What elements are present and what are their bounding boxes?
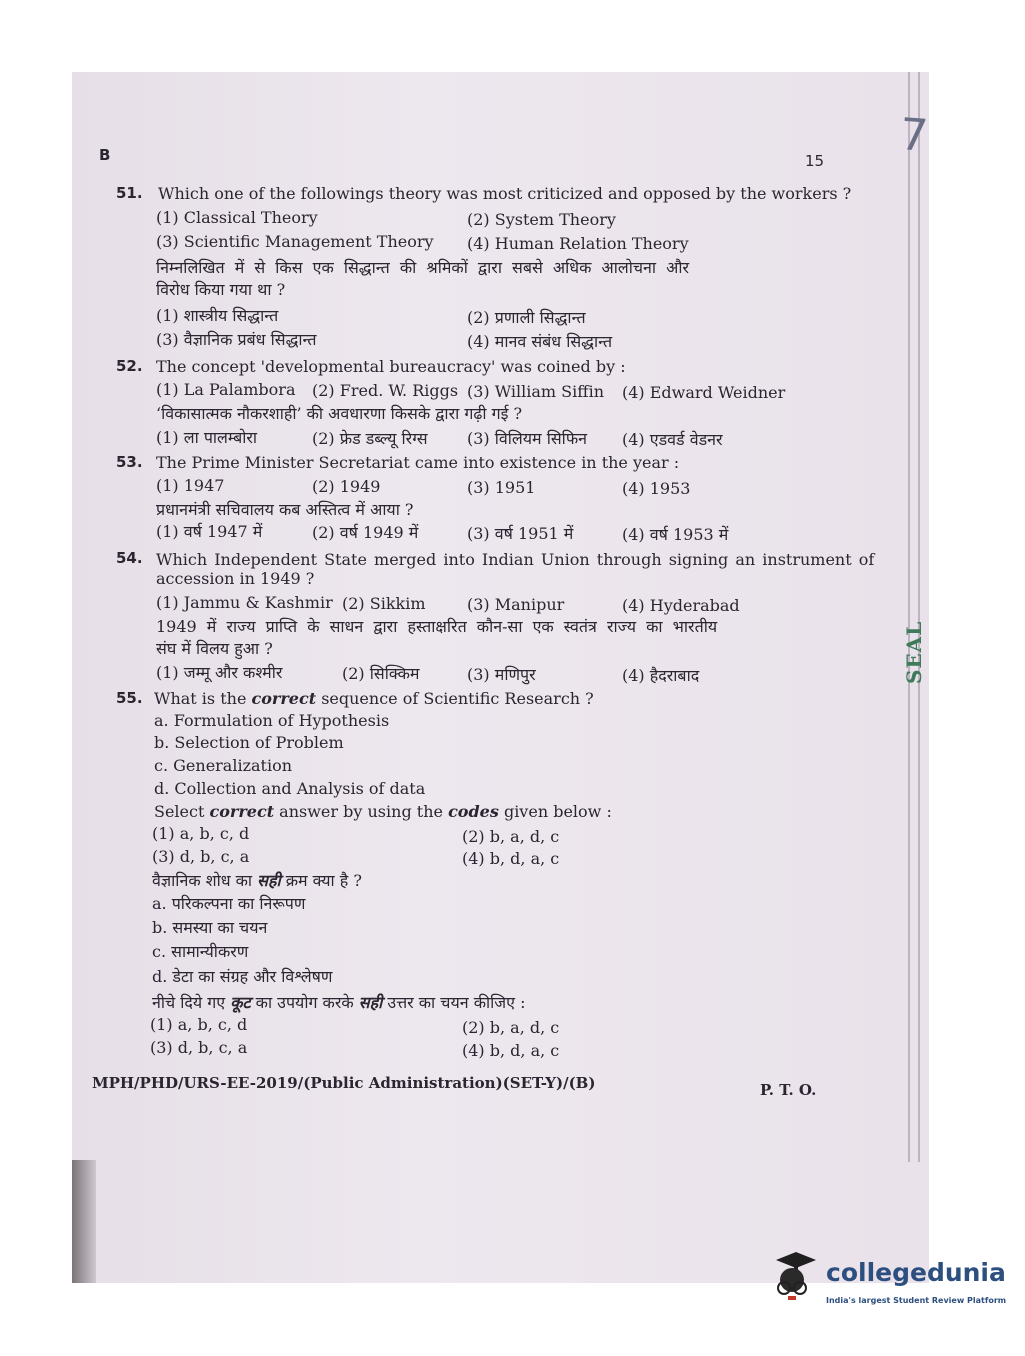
option: (4) 1953 xyxy=(622,479,691,498)
option: (3) मणिपुर xyxy=(467,665,536,684)
question-number: 51. xyxy=(116,184,143,202)
option: (1) Jammu & Kashmir xyxy=(156,593,333,612)
emphasis: सही xyxy=(257,871,281,890)
question-text-en: accession in 1949 ? xyxy=(156,569,315,588)
question-text-en: The Prime Minister Secretariat came into existence in the year : xyxy=(156,453,680,472)
option: (1) 1947 xyxy=(156,476,225,495)
option: (4) एडवर्ड वेडनर xyxy=(622,430,723,449)
instruction-text xyxy=(152,993,525,1013)
paper-code: MPH/PHD/URS-EE-2019/(Public Administration)(SET-Y)/(B) xyxy=(92,1074,596,1092)
question-text-hi: निम्नलिखित में से किस एक सिद्धान्त की श्रमिकों द्वारा सबसे अधिक आलोचना और xyxy=(156,258,690,277)
option: (1) वर्ष 1947 में xyxy=(156,522,263,541)
option: (1) Classical Theory xyxy=(156,208,318,227)
emphasis: कूट xyxy=(230,993,251,1012)
question-text-en: The concept 'developmental bureaucracy' was coined by : xyxy=(156,357,626,376)
option: (1) शास्त्रीय सिद्धान्त xyxy=(156,306,279,325)
question-text-hi: विरोध किया गया था ? xyxy=(156,280,286,299)
option: (2) System Theory xyxy=(467,210,616,229)
page-number: 15 xyxy=(805,152,825,170)
option: (1) जम्मू और कश्मीर xyxy=(156,663,283,682)
emphasis: correct xyxy=(251,689,317,708)
question-text-hi: 1949 में राज्य प्राप्ति के साधन द्वारा हस्ताक्षरित कौन-सा एक स्वतंत्र राज्य का भारतीय xyxy=(156,617,718,636)
question-text-hi: संघ में विलय हुआ ? xyxy=(156,639,273,658)
instruction-text xyxy=(154,802,612,822)
text-part: का उपयोग करके xyxy=(250,993,359,1012)
option: (3) Scientific Management Theory xyxy=(156,232,434,251)
text-part: sequence of Scientific Research ? xyxy=(316,689,594,708)
emphasis: correct xyxy=(209,802,275,821)
text-part: given below : xyxy=(498,802,612,821)
option: (3) Manipur xyxy=(467,595,565,614)
option: (2) 1949 xyxy=(312,477,381,496)
scan-shadow xyxy=(72,1160,96,1283)
option: (3) वैज्ञानिक प्रबंध सिद्धान्त xyxy=(156,330,317,349)
question-number: 54. xyxy=(116,549,143,567)
option: (4) Hyderabad xyxy=(622,596,740,615)
question-number: 53. xyxy=(116,453,143,471)
handwritten-mark: 7 xyxy=(898,109,930,162)
emphasis: सही xyxy=(358,993,383,1012)
option: (1) a, b, c, d xyxy=(152,824,250,843)
seal-stamp: SEAL xyxy=(902,620,926,684)
option: (1) ला पालम्बोरा xyxy=(156,428,258,447)
question-text-en: Which one of the followings theory was most criticized and opposed by the workers ? xyxy=(158,184,852,203)
option: (3) वर्ष 1951 में xyxy=(467,524,574,543)
option: (2) प्रणाली सिद्धान्त xyxy=(467,308,586,327)
option: (3) 1951 xyxy=(467,478,536,497)
option: (4) b, d, a, c xyxy=(462,849,560,868)
question-text-en: Which Independent State merged into Indian Union through signing an instrument of xyxy=(156,550,875,569)
option: (2) Fred. W. Riggs xyxy=(312,381,459,400)
option: (2) फ्रेड डब्ल्यू रिग्स xyxy=(312,429,428,448)
list-item: a. Formulation of Hypothesis xyxy=(154,711,390,730)
question-text-hi xyxy=(152,871,362,891)
brand-name: collegedunia xyxy=(826,1258,1006,1287)
text-part: Select xyxy=(154,802,210,821)
question-number: 52. xyxy=(116,357,143,375)
option: (3) विलियम सिफिन xyxy=(467,429,588,448)
option: (3) d, b, c, a xyxy=(150,1038,248,1057)
option: (2) b, a, d, c xyxy=(462,827,560,846)
option: (1) a, b, c, d xyxy=(150,1015,248,1034)
pto-label: P. T. O. xyxy=(760,1081,817,1099)
question-number: 55. xyxy=(116,689,143,707)
brand-tagline: India's largest Student Review Platform xyxy=(826,1296,1007,1305)
option: (3) d, b, c, a xyxy=(152,847,250,866)
option: (1) La Palambora xyxy=(156,380,296,399)
option: (2) Sikkim xyxy=(342,594,426,613)
option: (4) Human Relation Theory xyxy=(467,234,689,253)
list-item: b. समस्या का चयन xyxy=(152,918,268,937)
text-part: नीचे दिये गए xyxy=(152,993,231,1012)
option: (4) वर्ष 1953 में xyxy=(622,525,729,544)
list-item: c. Generalization xyxy=(154,756,293,775)
option: (3) William Siffin xyxy=(467,382,605,401)
text-part: वैज्ञानिक शोध का xyxy=(152,871,258,890)
emphasis: codes xyxy=(448,802,499,821)
option: (4) b, d, a, c xyxy=(462,1041,560,1060)
text-part: What is the xyxy=(154,689,252,708)
question-text-hi: प्रधानमंत्री सचिवालय कब अस्तित्व में आया ? xyxy=(156,500,414,519)
list-item: a. परिकल्पना का निरूपण xyxy=(152,894,306,913)
question-text-hi: ‘विकासात्मक नौकरशाही’ की अवधारणा किसके द्वारा गढ़ी गई ? xyxy=(156,404,523,423)
question-text-en xyxy=(154,689,594,709)
text-part: क्रम क्या है ? xyxy=(280,871,362,890)
list-item: c. सामान्यीकरण xyxy=(152,942,249,961)
text-part: answer by using the xyxy=(274,802,449,821)
list-item: b. Selection of Problem xyxy=(154,733,344,752)
list-item: d. Collection and Analysis of data xyxy=(154,779,426,798)
list-item: d. डेटा का संग्रह और विश्लेषण xyxy=(152,967,333,986)
option: (4) हैदराबाद xyxy=(622,666,700,685)
option: (4) मानव संबंध सिद्धान्त xyxy=(467,332,613,351)
option: (4) Edward Weidner xyxy=(622,383,786,402)
text-part: उत्तर का चयन कीजिए : xyxy=(382,993,526,1012)
option: (2) सिक्किम xyxy=(342,664,420,683)
set-label: B xyxy=(99,146,111,164)
option: (2) वर्ष 1949 में xyxy=(312,523,419,542)
option: (2) b, a, d, c xyxy=(462,1018,560,1037)
